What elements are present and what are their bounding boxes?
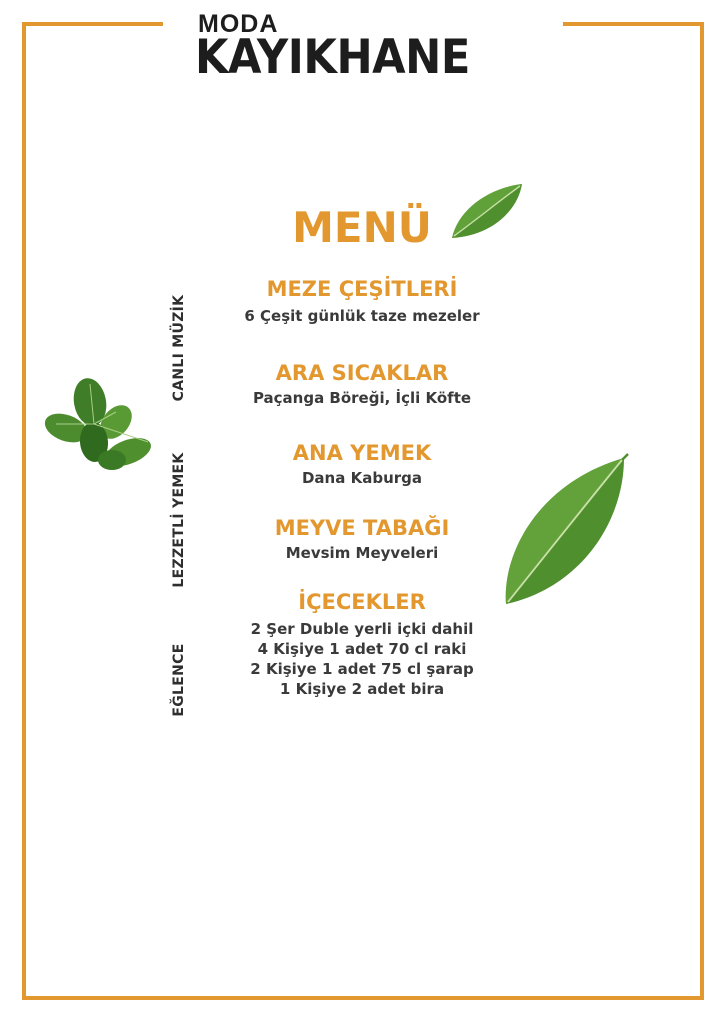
section-icecekler <box>150 589 574 699</box>
frame-left <box>22 22 26 1000</box>
section-line: 2 Kişiye 1 adet 75 cl şarap <box>250 660 474 678</box>
section-title: MEZE ÇEŞİTLERİ <box>266 277 458 301</box>
frame-bottom <box>22 996 704 1000</box>
section-title: ANA YEMEK <box>292 441 432 465</box>
section-title: İÇECEKLER <box>298 590 426 614</box>
leaf-icon <box>448 180 528 242</box>
page-title: MENÜ <box>292 203 432 252</box>
section-ara-sicaklar <box>150 360 574 408</box>
section-line: Paçanga Böreği, İçli Köfte <box>252 389 472 407</box>
frame-right <box>700 22 704 1000</box>
section-line: 1 Kişiye 2 adet bira <box>279 680 445 698</box>
spinach-leaves-icon <box>36 372 154 480</box>
section-line: Dana Kaburga <box>301 469 422 487</box>
section-meze <box>150 276 574 326</box>
section-line: 2 Şer Duble yerli içki dahil <box>250 620 474 638</box>
brand-top: MODA <box>198 10 279 38</box>
section-ana-yemek <box>150 440 574 488</box>
section-line: 4 Kişiye 1 adet 70 cl raki <box>257 640 467 658</box>
section-line: Mevsim Meyveleri <box>285 544 439 562</box>
brand-logo <box>195 10 535 85</box>
section-line: 6 Çeşit günlük taze mezeler <box>244 307 480 325</box>
brand-main: KAYIKHANE <box>195 30 470 85</box>
side-label-eglence: EĞLENCE <box>171 643 187 717</box>
section-title: ARA SICAKLAR <box>275 361 449 385</box>
section-meyve <box>150 515 574 563</box>
side-label-canli-muzik: CANLI MÜZİK <box>171 294 187 402</box>
frame-top-left <box>22 22 163 26</box>
side-label-lezzetli-yemek: LEZZETLİ YEMEK <box>171 452 187 588</box>
frame-top-right <box>563 22 704 26</box>
section-title: MEYVE TABAĞI <box>274 516 450 540</box>
